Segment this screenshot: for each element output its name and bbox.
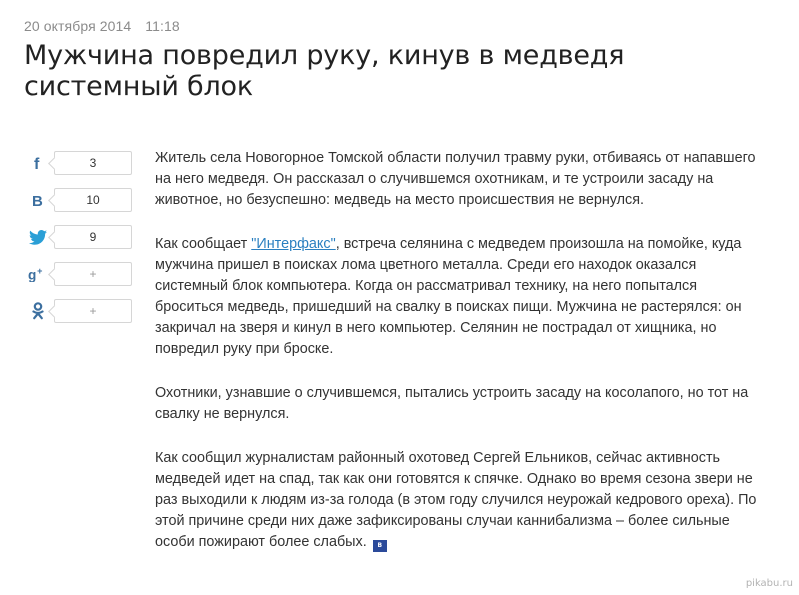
share-count-twitter[interactable]: 9 bbox=[54, 225, 132, 249]
share-count-facebook[interactable]: 3 bbox=[54, 151, 132, 175]
svg-text:+: + bbox=[37, 266, 43, 276]
share-googleplus[interactable] bbox=[28, 262, 108, 286]
article-paragraph-1: Житель села Новогорное Томской области получил травму руки, отбиваясь от напавшего на него медведя. Он рассказал о случившемся охотникам, и те устроили засаду на животное, но безуспешно: медведь на место происшествия не вернулся. bbox=[155, 150, 756, 208]
source-badge-icon[interactable]: В bbox=[373, 540, 387, 552]
twitter-icon[interactable] bbox=[28, 225, 48, 249]
article-time: 11:18 bbox=[145, 18, 180, 34]
article-body bbox=[155, 148, 765, 576]
share-facebook[interactable] bbox=[28, 151, 108, 175]
article-title: Мужчина повредил руку, кинув в медведя системный блок bbox=[24, 40, 625, 102]
watermark: pikabu.ru bbox=[745, 578, 793, 589]
googleplus-icon[interactable] bbox=[28, 262, 48, 286]
share-vkontakte[interactable] bbox=[28, 188, 108, 212]
svg-text:g: g bbox=[28, 267, 37, 282]
paragraph-2-text: , встреча селянина с медведем произошла на помойке, куда мужчина пришел в поисках лома цветного металла. Среди его находок оказался системный блок компьютера. Когда он рассматривал технику, на него попытался броситься медведь, пришедший на свалку в поисках пищи. Мужчина не растерялся: он закричал на зверя и кинул в него компьютер. Селянин не пострадал от хищника, но повредил руку при броске. bbox=[155, 236, 742, 357]
article-paragraph-3: Охотники, узнавшие о случившемся, пытались устроить засаду на косолапого, но тот на свалку не вернулся. bbox=[155, 385, 749, 422]
share-count-vkontakte[interactable]: 10 bbox=[54, 188, 132, 212]
paragraph-4-text: Как сообщил журналистам районный охотовед Сергей Ельников, сейчас активность медведей идет на спад, так как они готовятся к спячке. Однако во время сезона звери не раз выходили к людям из-за голода (в этом году случился неурожай кедрового ореха). По этой причине среди них даже зафиксированы случаи каннибализма – более сильные особи пожирают более слабых. bbox=[155, 450, 757, 550]
article-paragraph-2 bbox=[155, 234, 765, 360]
paragraph-2-lead: Как сообщает bbox=[155, 236, 252, 252]
odnoklassniki-icon[interactable] bbox=[28, 299, 48, 323]
interfax-link[interactable]: "Интерфакс" bbox=[251, 236, 336, 252]
article-date: 20 октября 2014 bbox=[24, 18, 132, 34]
share-twitter[interactable] bbox=[28, 225, 108, 249]
svg-text:f: f bbox=[34, 156, 40, 171]
facebook-icon[interactable] bbox=[28, 151, 48, 175]
share-count-googleplus[interactable]: + bbox=[54, 262, 132, 286]
vkontakte-icon[interactable] bbox=[28, 188, 48, 212]
article-paragraph-4 bbox=[155, 448, 765, 553]
article-meta bbox=[24, 18, 180, 34]
svg-text:В: В bbox=[32, 193, 43, 208]
share-bar bbox=[28, 151, 108, 336]
share-count-odnoklassniki[interactable]: + bbox=[54, 299, 132, 323]
share-odnoklassniki[interactable] bbox=[28, 299, 108, 323]
